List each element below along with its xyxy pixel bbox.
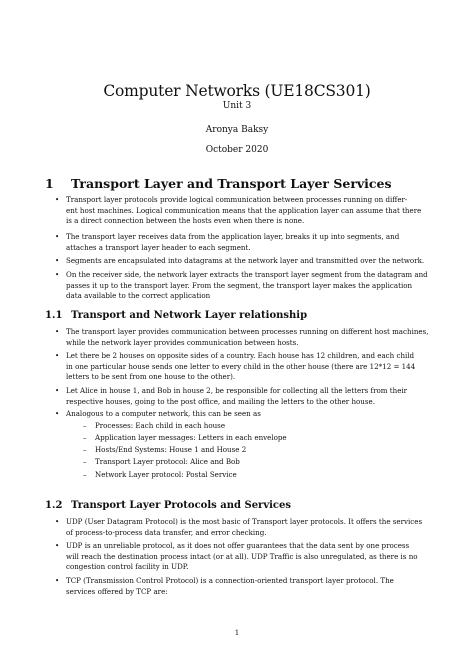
bullet-line: in one particular house sends one letter to every child in the other house (there are 12*12 = 144 [66, 361, 416, 371]
bullet-line: respective houses, going to the post office, and mailing the letters to the other house. [66, 396, 375, 406]
sub-list-text: Application layer messages: Letters in each envelope [95, 433, 287, 442]
bullet-line: The transport layer provides communication between processes running on different host machines, [66, 327, 429, 336]
bullet-item [55, 576, 436, 597]
bullet-item [55, 351, 436, 383]
bullet-line: attaches a transport layer header to each segment. [66, 242, 251, 252]
sub-list-item [83, 421, 226, 432]
bullet-item [55, 327, 436, 348]
bullet-line: is a direct connection between the hosts even when there is none. [66, 216, 305, 226]
bullet-line: congestion control facility in UDP. [66, 562, 189, 572]
bullet-line: data available to the correct application [66, 291, 211, 301]
bullet-line: UDP (User Datagram Protocol) is the most basic of Transport layer protocols. It offers the services [66, 517, 423, 526]
dash-icon: – [83, 421, 87, 430]
section-1-1-heading [45, 310, 307, 321]
bullet-line: Let there be 2 houses on opposite sides of a country. Each house has 12 children, and each child [66, 351, 415, 360]
document-title: Computer Networks (UE18CS301) [103, 82, 371, 100]
sub-list-item [83, 445, 247, 456]
bullet-icon: • [55, 327, 60, 336]
bullet-line: Segments are encapsulated into datagrams at the network layer and transmitted over the network. [66, 256, 425, 265]
bullet-line: letters to be sent from one house to the other). [66, 372, 236, 382]
section-title: Transport Layer Protocols and Services [71, 500, 292, 511]
bullet-icon: • [55, 517, 60, 526]
bullet-icon: • [55, 541, 60, 550]
dash-icon: – [83, 433, 87, 442]
document-author: Aronya Baksy [205, 125, 269, 135]
bullet-icon: • [55, 270, 60, 279]
bullet-item [55, 517, 436, 538]
bullet-line: services offered by TCP are: [66, 586, 168, 596]
document-date: October 2020 [205, 145, 269, 155]
sub-list-item [83, 470, 237, 481]
bullet-line: On the receiver side, the network layer extracts the transport layer segment from the datagram and [66, 270, 428, 279]
bullet-item [55, 270, 436, 302]
sub-list-text: Transport Layer protocol: Alice and Bob [95, 457, 240, 466]
bullet-icon: • [55, 351, 60, 360]
sub-list-text: Processes: Each child in each house [95, 421, 226, 430]
bullet-icon: • [55, 232, 60, 241]
section-number: 1.1 [45, 310, 63, 321]
bullet-item [55, 195, 436, 227]
bullet-item [55, 256, 436, 267]
bullet-line: UDP is an unreliable protocol, as it does not offer guarantees that the data sent by one process [66, 541, 410, 550]
bullet-line: Transport layer protocols provide logical communication between processes running on differ- [66, 195, 408, 204]
bullet-item [55, 541, 436, 573]
page-number: 1 [234, 629, 240, 637]
sub-list-item [83, 433, 287, 444]
bullet-line: ent host machines. Logical communication means that the application layer can assume that there [66, 205, 422, 215]
bullet-line: of process-to-process data transfer, and error checking. [66, 527, 267, 537]
section-1-heading [45, 176, 392, 191]
section-title: Transport and Network Layer relationship [71, 310, 308, 321]
bullet-line: will reach the destination process intact (or at all). UDP Traffic is also unregulated, as there is no [66, 551, 418, 561]
bullet-line: Let Alice in house 1, and Bob in house 2, be responsible for collecting all the letters from their [66, 386, 408, 395]
section-1-2-heading [45, 500, 291, 511]
bullet-line: Analogous to a computer network, this can be seen as [66, 409, 261, 418]
document-subtitle: Unit 3 [222, 101, 252, 111]
dash-icon: – [83, 470, 87, 479]
dash-icon: – [83, 445, 87, 454]
bullet-icon: • [55, 386, 60, 395]
bullet-item [55, 409, 436, 420]
bullet-item [55, 386, 436, 407]
sub-list-item [83, 457, 240, 468]
bullet-icon: • [55, 256, 60, 265]
bullet-icon: • [55, 409, 60, 418]
bullet-icon: • [55, 576, 60, 585]
section-title: Transport Layer and Transport Layer Services [71, 176, 392, 191]
section-number: 1 [45, 176, 54, 191]
bullet-line: while the network layer provides communication between hosts. [66, 337, 299, 347]
sub-list-text: Network Layer protocol: Postal Service [95, 470, 237, 479]
bullet-line: TCP (Transmission Control Protocol) is a connection-oriented transport layer protocol. The [66, 576, 394, 585]
dash-icon: – [83, 457, 87, 466]
bullet-icon: • [55, 195, 60, 204]
bullet-line: The transport layer receives data from the application layer, breaks it up into segments, and [66, 232, 400, 241]
sub-list-text: Hosts/End Systems: House 1 and House 2 [95, 445, 247, 454]
section-number: 1.2 [45, 500, 63, 511]
bullet-line: passes it up to the transport layer. From the segment, the transport layer makes the application [66, 280, 413, 290]
bullet-item [55, 232, 436, 253]
